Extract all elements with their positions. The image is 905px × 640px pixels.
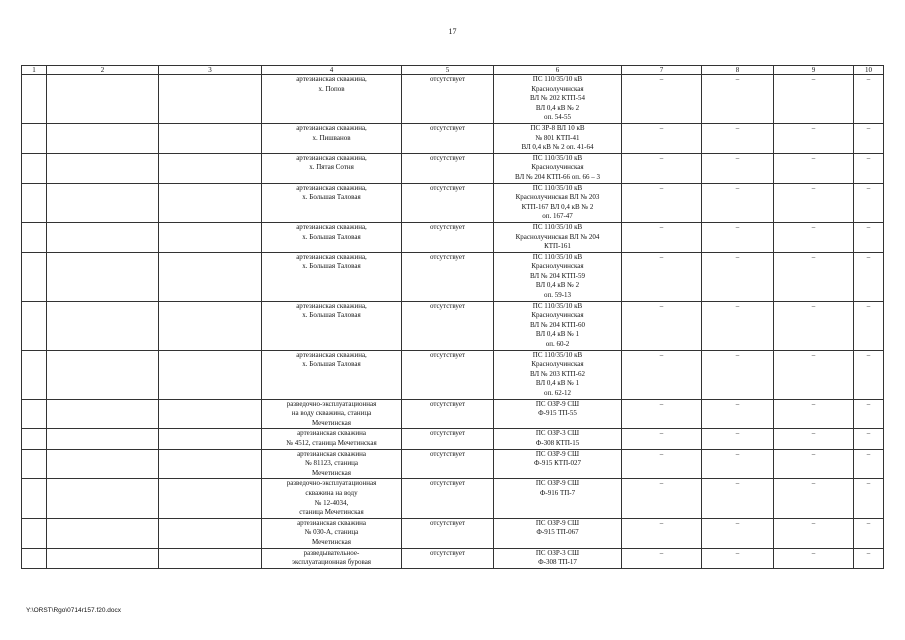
empty-cell — [47, 123, 159, 153]
empty-cell — [47, 479, 159, 518]
power-source-cell-text: ПС 110/35/10 кВ Краснолучинская ВЛ № 204 КТП-161 — [515, 222, 600, 251]
table-row — [22, 449, 884, 479]
power-source-cell — [494, 518, 622, 548]
empty-cell — [159, 399, 262, 429]
object-cell — [262, 479, 402, 518]
object-cell-text: артезианская скважина, х. Большая Таловая — [296, 350, 367, 369]
power-source-cell-text: ПС 110/35/10 кВ Краснолучинская ВЛ № 203 КТП-167 ВЛ 0,4 кВ № 2 оп. 167-47 — [515, 183, 600, 221]
empty-cell — [47, 252, 159, 301]
col8-cell-text: – — [735, 479, 740, 488]
empty-cell — [22, 548, 47, 568]
col8-cell-text: – — [735, 252, 740, 261]
col8-cell — [702, 350, 774, 399]
col7-cell — [622, 301, 702, 350]
power-source-cell — [494, 449, 622, 479]
availability-cell-text: отсутствует — [429, 153, 466, 162]
col9-cell — [774, 75, 854, 124]
page-number: 17 — [448, 27, 457, 36]
col7-cell-text: – — [659, 479, 664, 488]
availability-cell — [402, 548, 494, 568]
col7-cell — [622, 252, 702, 301]
object-cell-text: артезианская скважина, х. Большая Таловая — [296, 252, 367, 271]
table-row — [22, 479, 884, 518]
column-header: 6 — [494, 66, 622, 75]
availability-cell — [402, 301, 494, 350]
col9-cell-text: – — [811, 75, 816, 83]
table-row — [22, 429, 884, 449]
empty-cell — [159, 350, 262, 399]
object-cell — [262, 222, 402, 252]
col8-cell-text: – — [735, 548, 740, 557]
col7-cell — [622, 123, 702, 153]
column-header: 9 — [774, 66, 854, 75]
object-cell — [262, 350, 402, 399]
power-source-cell — [494, 222, 622, 252]
empty-cell — [159, 301, 262, 350]
power-source-cell-text: ПС ОЗР-9 СШ Ф-915 ТП-55 — [535, 399, 580, 418]
col8-cell — [702, 518, 774, 548]
col7-cell-text: – — [659, 153, 664, 162]
col8-cell — [702, 479, 774, 518]
col10-cell — [854, 183, 884, 222]
empty-cell — [159, 449, 262, 479]
object-cell-text: разведочно-эксплуатационная скважина на воду № 12-4034, станица Мечетинская — [286, 479, 377, 517]
empty-cell — [47, 350, 159, 399]
availability-cell-text: отсутствует — [429, 479, 466, 488]
col7-cell — [622, 479, 702, 518]
object-cell — [262, 449, 402, 479]
object-cell — [262, 301, 402, 350]
object-cell — [262, 252, 402, 301]
availability-cell — [402, 75, 494, 124]
col10-cell-text: – — [866, 548, 871, 557]
col7-cell — [622, 153, 702, 183]
empty-cell — [47, 183, 159, 222]
col8-cell-text: – — [735, 429, 740, 438]
empty-cell — [22, 153, 47, 183]
col9-cell-text: – — [811, 301, 816, 310]
col7-cell-text: – — [659, 222, 664, 231]
col10-cell-text: – — [866, 518, 871, 527]
table-body — [22, 75, 884, 569]
col8-cell — [702, 399, 774, 429]
col10-cell — [854, 399, 884, 429]
footer-file-path: Y:\ORST\Rgo\0714r157.f20.docx — [26, 607, 122, 614]
col8-cell-text: – — [735, 449, 740, 458]
col9-cell — [774, 399, 854, 429]
power-source-cell — [494, 183, 622, 222]
col8-cell-text: – — [735, 183, 740, 192]
col10-cell-text: – — [866, 301, 871, 310]
power-source-cell — [494, 350, 622, 399]
col8-cell — [702, 222, 774, 252]
col9-cell-text: – — [811, 123, 816, 132]
empty-cell — [22, 449, 47, 479]
object-cell — [262, 123, 402, 153]
object-cell-text: артезианская скважина, х. Большая Таловая — [296, 222, 367, 241]
object-cell — [262, 153, 402, 183]
empty-cell — [159, 123, 262, 153]
col10-cell — [854, 429, 884, 449]
col10-cell — [854, 301, 884, 350]
power-source-cell — [494, 252, 622, 301]
object-cell-text: артезианская скважина, х. Попов — [296, 75, 367, 93]
col8-cell — [702, 153, 774, 183]
col7-cell — [622, 548, 702, 568]
empty-cell — [47, 429, 159, 449]
empty-cell — [159, 252, 262, 301]
availability-cell — [402, 479, 494, 518]
power-source-cell — [494, 429, 622, 449]
col7-cell — [622, 183, 702, 222]
power-source-cell-text: ПС 110/35/10 кВ Краснолучинская ВЛ № 204 КТП-59 ВЛ 0,4 кВ № 2 оп. 59-13 — [530, 252, 585, 300]
col7-cell — [622, 222, 702, 252]
column-header: 4 — [262, 66, 402, 75]
col9-cell — [774, 123, 854, 153]
column-header: 8 — [702, 66, 774, 75]
col10-cell — [854, 479, 884, 518]
col9-cell — [774, 449, 854, 479]
empty-cell — [47, 548, 159, 568]
availability-cell-text: отсутствует — [429, 301, 466, 310]
object-cell — [262, 183, 402, 222]
availability-cell-text: отсутствует — [429, 350, 466, 359]
power-source-cell-text: ПС 110/35/10 кВ Краснолучинская ВЛ № 202 КТП-54 ВЛ 0,4 кВ № 2 оп. 54-55 — [530, 75, 585, 122]
object-cell-text: артезианская скважина, х. Большая Таловая — [296, 183, 367, 202]
col9-cell-text: – — [811, 153, 816, 162]
object-cell-text: разведывательное- эксплуатационная буровая — [291, 548, 372, 567]
col10-cell — [854, 222, 884, 252]
column-header: 7 — [622, 66, 702, 75]
col7-cell-text: – — [659, 252, 664, 261]
col8-cell — [702, 548, 774, 568]
power-source-cell — [494, 153, 622, 183]
object-cell-text: артезианская скважина № 4512, станица Мечетинская — [286, 429, 377, 447]
col9-cell — [774, 252, 854, 301]
col10-cell-text: – — [866, 399, 871, 408]
col10-cell — [854, 518, 884, 548]
col8-cell — [702, 301, 774, 350]
col7-cell — [622, 75, 702, 124]
empty-cell — [47, 153, 159, 183]
col9-cell — [774, 222, 854, 252]
power-source-cell-text: ПС 110/35/10 кВ Краснолучинская ВЛ № 203 КТП-62 ВЛ 0,4 кВ № 1 оп. 62-12 — [530, 350, 585, 397]
col9-cell-text: – — [811, 222, 816, 231]
object-cell-text: разведочно-эксплуатационная на воду скважина, станица Мечетинская — [286, 399, 377, 427]
col8-cell-text: – — [735, 222, 740, 231]
power-source-cell — [494, 399, 622, 429]
empty-cell — [22, 350, 47, 399]
col9-cell — [774, 518, 854, 548]
col8-cell-text: – — [735, 153, 740, 162]
table-row — [22, 350, 884, 399]
empty-cell — [22, 252, 47, 301]
col8-cell — [702, 123, 774, 153]
col10-cell-text: – — [866, 252, 871, 261]
col10-cell-text: – — [866, 123, 871, 132]
col9-cell — [774, 183, 854, 222]
col10-cell-text: – — [866, 479, 871, 488]
col9-cell-text: – — [811, 183, 816, 192]
col10-cell — [854, 350, 884, 399]
empty-cell — [159, 183, 262, 222]
col9-cell-text: – — [811, 252, 816, 261]
col10-cell — [854, 75, 884, 124]
col8-cell — [702, 183, 774, 222]
availability-cell — [402, 429, 494, 449]
col7-cell — [622, 518, 702, 548]
empty-cell — [47, 449, 159, 479]
col9-cell-text: – — [811, 518, 816, 527]
column-header: 2 — [47, 66, 159, 75]
empty-cell — [22, 222, 47, 252]
availability-cell-text: отсутствует — [429, 429, 466, 438]
table-row — [22, 301, 884, 350]
col9-cell-text: – — [811, 399, 816, 408]
empty-cell — [22, 183, 47, 222]
table-row — [22, 399, 884, 429]
availability-cell-text: отсутствует — [429, 252, 466, 261]
empty-cell — [22, 75, 47, 124]
col8-cell — [702, 75, 774, 124]
col9-cell-text: – — [811, 548, 816, 557]
column-header: 5 — [402, 66, 494, 75]
availability-cell-text: отсутствует — [429, 75, 466, 83]
col9-cell — [774, 153, 854, 183]
empty-cell — [47, 222, 159, 252]
col8-cell-text: – — [735, 123, 740, 132]
power-source-cell-text: ПС ОЗР-3 СШ Ф-308 ТП-17 — [535, 548, 580, 567]
col7-cell — [622, 399, 702, 429]
object-cell — [262, 399, 402, 429]
availability-cell-text: отсутствует — [429, 548, 466, 557]
column-header: 1 — [22, 66, 47, 75]
table-row — [22, 75, 884, 124]
empty-cell — [159, 548, 262, 568]
availability-cell — [402, 252, 494, 301]
availability-cell — [402, 399, 494, 429]
empty-cell — [22, 301, 47, 350]
availability-cell-text: отсутствует — [429, 183, 466, 192]
empty-cell — [159, 429, 262, 449]
availability-cell-text: отсутствует — [429, 399, 466, 408]
power-source-cell — [494, 479, 622, 518]
col9-cell — [774, 301, 854, 350]
object-cell-text: артезианская скважина, х. Пишванов — [296, 123, 367, 142]
column-header: 3 — [159, 66, 262, 75]
col8-cell-text: – — [735, 518, 740, 527]
col7-cell — [622, 429, 702, 449]
col7-cell — [622, 350, 702, 399]
availability-cell — [402, 153, 494, 183]
empty-cell — [159, 222, 262, 252]
col8-cell — [702, 252, 774, 301]
table-row — [22, 183, 884, 222]
availability-cell — [402, 222, 494, 252]
col9-cell-text: – — [811, 350, 816, 359]
availability-cell — [402, 449, 494, 479]
col7-cell-text: – — [659, 183, 664, 192]
object-cell-text: артезианская скважина, х. Пятая Сотня — [296, 153, 367, 172]
col10-cell — [854, 449, 884, 479]
empty-cell — [22, 479, 47, 518]
empty-cell — [47, 75, 159, 124]
col10-cell — [854, 548, 884, 568]
empty-cell — [22, 429, 47, 449]
col7-cell-text: – — [659, 518, 664, 527]
object-cell — [262, 548, 402, 568]
power-source-cell-text: ПС ЗР-8 ВЛ 10 кВ № 801 КТП-41 ВЛ 0,4 кВ № 2 оп. 41-64 — [521, 123, 594, 152]
table-row — [22, 548, 884, 568]
object-cell-text: артезианская скважина, х. Большая Таловая — [296, 301, 367, 320]
empty-cell — [159, 153, 262, 183]
availability-cell-text: отсутствует — [429, 518, 466, 527]
availability-cell-text: отсутствует — [429, 222, 466, 231]
col9-cell — [774, 429, 854, 449]
col8-cell — [702, 449, 774, 479]
col10-cell-text: – — [866, 75, 871, 83]
empty-cell — [47, 399, 159, 429]
empty-cell — [159, 518, 262, 548]
availability-cell — [402, 518, 494, 548]
table-row — [22, 252, 884, 301]
empty-cell — [47, 301, 159, 350]
power-source-cell-text: ПС ОЗР-9 СШ Ф-916 ТП-7 — [535, 479, 580, 497]
availability-cell — [402, 123, 494, 153]
object-cell-text: артезианская скважина № 81123, станица Мечетинская — [297, 449, 366, 477]
col10-cell-text: – — [866, 222, 871, 231]
col7-cell-text: – — [659, 429, 664, 438]
power-source-cell-text: ПС ОЗР-3 СШ Ф-308 КТП-15 — [535, 429, 580, 447]
col9-cell-text: – — [811, 429, 816, 438]
col8-cell-text: – — [735, 75, 740, 83]
col9-cell — [774, 479, 854, 518]
col7-cell-text: – — [659, 123, 664, 132]
availability-cell — [402, 350, 494, 399]
col10-cell — [854, 153, 884, 183]
col10-cell-text: – — [866, 183, 871, 192]
col10-cell-text: – — [866, 350, 871, 359]
empty-cell — [159, 479, 262, 518]
empty-cell — [22, 399, 47, 429]
power-source-cell — [494, 548, 622, 568]
power-source-cell-text: ПС 110/35/10 кВ Краснолучинская ВЛ № 204 КТП-66 оп. 66 – 3 — [515, 153, 600, 181]
col7-cell — [622, 449, 702, 479]
col9-cell-text: – — [811, 479, 816, 488]
availability-cell — [402, 183, 494, 222]
empty-cell — [47, 518, 159, 548]
col10-cell — [854, 252, 884, 301]
col8-cell-text: – — [735, 350, 740, 359]
empty-cell — [159, 75, 262, 124]
col9-cell-text: – — [811, 449, 816, 458]
power-source-cell-text: ПС ОЗР-9 СШ Ф-915 ТП-067 — [535, 518, 580, 537]
column-number-row — [22, 66, 884, 75]
power-source-cell — [494, 301, 622, 350]
col9-cell — [774, 350, 854, 399]
col9-cell — [774, 548, 854, 568]
object-cell — [262, 75, 402, 124]
col8-cell — [702, 429, 774, 449]
object-cell-text: артезианская скважина № 030-А, станица Мечетинская — [297, 518, 366, 546]
document-table — [21, 65, 884, 569]
availability-cell-text: отсутствует — [429, 123, 466, 132]
empty-cell — [22, 123, 47, 153]
col7-cell-text: – — [659, 399, 664, 408]
table-row — [22, 518, 884, 548]
col10-cell-text: – — [866, 429, 871, 438]
power-source-cell — [494, 123, 622, 153]
power-source-cell — [494, 75, 622, 124]
availability-cell-text: отсутствует — [429, 449, 466, 458]
col10-cell-text: – — [866, 449, 871, 458]
col10-cell-text: – — [866, 153, 871, 162]
power-source-cell-text: ПС 110/35/10 кВ Краснолучинская ВЛ № 204 КТП-60 ВЛ 0,4 кВ № 1 оп. 60-2 — [530, 301, 585, 349]
table-row — [22, 222, 884, 252]
col7-cell-text: – — [659, 449, 664, 458]
col7-cell-text: – — [659, 350, 664, 359]
table-row — [22, 123, 884, 153]
col7-cell-text: – — [659, 301, 664, 310]
col8-cell-text: – — [735, 399, 740, 408]
col7-cell-text: – — [659, 548, 664, 557]
object-cell — [262, 429, 402, 449]
table-row — [22, 153, 884, 183]
col8-cell-text: – — [735, 301, 740, 310]
col7-cell-text: – — [659, 75, 664, 83]
col10-cell — [854, 123, 884, 153]
object-cell — [262, 518, 402, 548]
empty-cell — [22, 518, 47, 548]
column-header: 10 — [854, 66, 884, 75]
power-source-cell-text: ПС ОЗР-9 СШ Ф-915 КТП-027 — [534, 449, 581, 468]
